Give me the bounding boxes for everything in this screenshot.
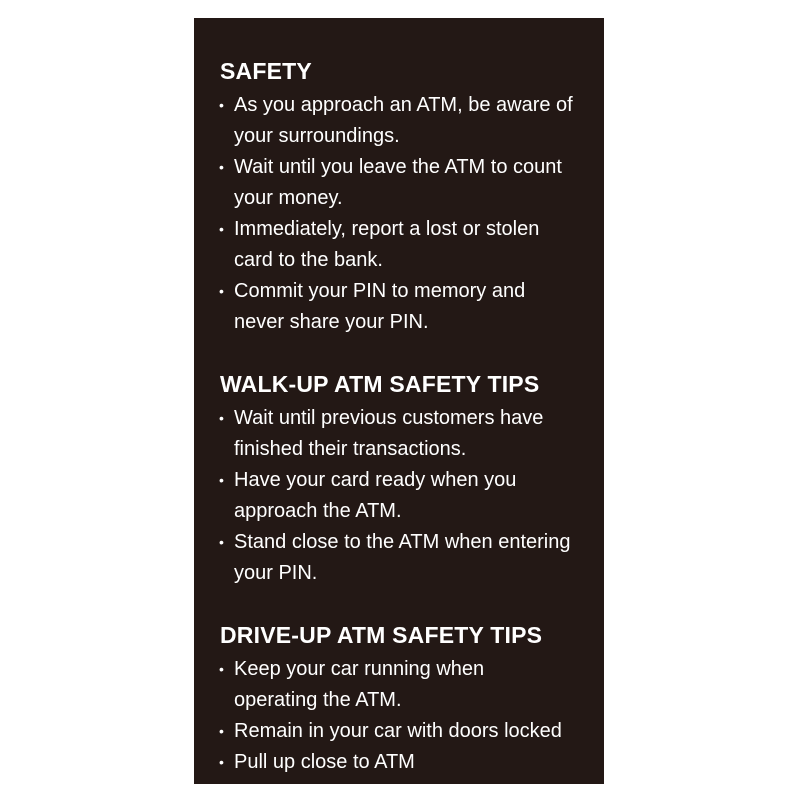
bullet-icon: • <box>219 723 224 739</box>
safety-tip: • Wait until you leave the ATM to count your money. <box>220 152 586 214</box>
walkup-section <box>220 369 586 589</box>
bullet-icon: • <box>219 221 224 237</box>
safety-tip: • Commit your PIN to memory and never share your PIN. <box>220 276 586 338</box>
section-title-safety: SAFETY <box>220 58 312 84</box>
bullet-icon: • <box>219 410 224 426</box>
safety-tip: • Immediately, report a lost or stolen card to the bank. <box>220 214 586 276</box>
bullet-icon: • <box>219 534 224 550</box>
walkup-tip: • Wait until previous customers have finished their transactions. <box>220 403 586 465</box>
walkup-tip: • Have your card ready when you approach the ATM. <box>220 465 586 527</box>
driveup-tip: • Remain in your car with doors locked <box>220 716 586 747</box>
bullet-icon: • <box>219 472 224 488</box>
safety-section <box>220 56 586 338</box>
atm-safety-card <box>194 18 604 784</box>
walkup-tip: • Stand close to the ATM when entering your PIN. <box>220 527 586 589</box>
bullet-icon: • <box>219 97 224 113</box>
driveup-tip: • Pull up close to ATM <box>220 747 586 778</box>
bullet-icon: • <box>219 283 224 299</box>
section-title-driveup: DRIVE-UP ATM SAFETY TIPS <box>220 622 543 648</box>
driveup-section <box>220 620 586 778</box>
section-title-walkup: WALK-UP ATM SAFETY TIPS <box>220 371 540 397</box>
bullet-icon: • <box>219 661 224 677</box>
safety-tip: • As you approach an ATM, be aware of your surroundings. <box>220 90 586 152</box>
bullet-icon: • <box>219 159 224 175</box>
bullet-icon: • <box>219 754 224 770</box>
driveup-tip: • Keep your car running when operating the ATM. <box>220 654 586 716</box>
